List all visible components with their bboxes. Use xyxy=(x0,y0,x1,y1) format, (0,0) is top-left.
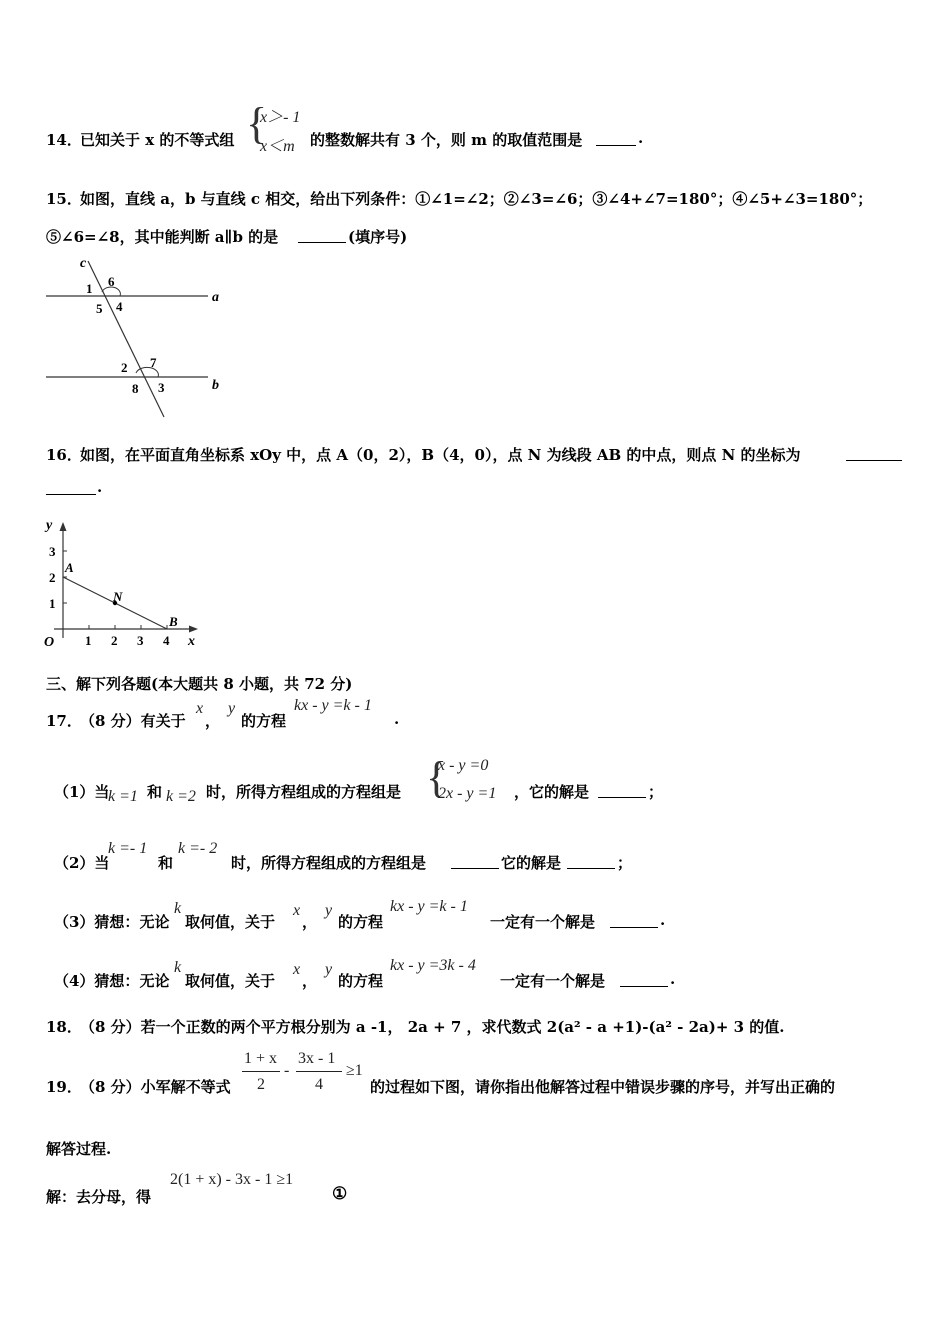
q17-part1-brace: { xyxy=(426,753,448,802)
q17-part4-y: y xyxy=(325,961,333,978)
y-tick-2: 2 xyxy=(49,570,56,585)
q17-part1-k2: k =2 xyxy=(166,788,196,805)
q17-part2-c: 它的解是 xyxy=(501,854,562,872)
q17-part2-k1: k =- 1 xyxy=(108,840,148,857)
q17-number: 17． xyxy=(46,712,82,730)
q17-part1-a: （1）当 xyxy=(54,783,110,801)
x-tick-4: 4 xyxy=(163,633,170,648)
q17-part4-d: 一定有一个解是 xyxy=(500,972,606,990)
q17-part3-comma: ， xyxy=(302,913,318,931)
q18-text: （8 分）若一个正数的两个平方根分别为 a -1， 2a + 7 ，求代数式 2(a² - a +1)-(a² - 2a)+ 3 的值. xyxy=(80,1018,785,1036)
q19-line-2: 解答过程. xyxy=(46,1140,112,1158)
q16-text: 如图，在平面直角坐标系 xOy 中，点 A（0，2），B（4，0），点 N 为线段 AB 的中点，则点 N 的坐标为 xyxy=(80,446,801,464)
label-c: c xyxy=(80,256,87,271)
q19-ge: ≥1 xyxy=(346,1062,363,1079)
label-a: a xyxy=(212,290,219,305)
q14-answer-blank[interactable] xyxy=(596,131,636,146)
q17-part2-a: （2）当 xyxy=(54,854,110,872)
q14-number: 14． xyxy=(46,131,82,149)
q17-part2-system-blank[interactable] xyxy=(451,854,499,869)
q17-part3-e: . xyxy=(660,911,666,929)
label-b: b xyxy=(212,378,219,393)
q19-solution-prefix: 解：去分母，得 xyxy=(46,1188,152,1206)
q17-prefix: （8 分）有关于 xyxy=(80,712,186,730)
q17-part4-comma: ， xyxy=(302,972,318,990)
label-O: O xyxy=(44,635,55,650)
x-tick-2: 2 xyxy=(111,633,118,648)
q15-number: 15． xyxy=(46,190,82,208)
angle-4: 4 xyxy=(116,299,123,314)
q17-part3-k: k xyxy=(174,900,182,917)
q17-equation: kx - y =k - 1 xyxy=(294,697,372,714)
q19-suffix: 的过程如下图，请你指出他解答过程中错误步骤的序号，并写出正确的 xyxy=(370,1078,836,1096)
q17-part3-b: 取何值，关于 xyxy=(185,913,276,931)
y-tick-3: 3 xyxy=(49,544,56,559)
x-tick-1: 1 xyxy=(85,633,92,648)
x-axis-arrow xyxy=(189,626,198,633)
q17-part4-e: . xyxy=(670,970,676,988)
q17-var-x: x xyxy=(196,700,204,717)
y-tick-1: 1 xyxy=(49,596,56,611)
q17-part1-d: ； xyxy=(648,783,664,801)
q17-part3-c: 的方程 xyxy=(338,913,384,931)
q15-line-2: ⑤∠6=∠8，其中能判断 a∥b 的是 xyxy=(46,228,279,246)
q17-part1-c: ，它的解是 xyxy=(514,783,590,801)
q17-part1-k1: k =1 xyxy=(108,788,138,805)
label-x: x xyxy=(188,634,195,649)
q19-fraction-2-numerator: 3x - 1 xyxy=(298,1050,336,1067)
q15-figure xyxy=(40,255,240,425)
label-B: B xyxy=(169,614,178,629)
q14-prefix: 已知关于 x 的不等式组 xyxy=(80,131,235,149)
line-c xyxy=(88,261,164,417)
q16-answer-blank-1[interactable] xyxy=(846,446,902,461)
q16-answer-blank-2[interactable] xyxy=(46,480,96,495)
q14-period: . xyxy=(638,129,644,147)
q17-comma: ， xyxy=(205,712,221,730)
q17-period: . xyxy=(394,710,400,728)
q17-part4-b: 取何值，关于 xyxy=(185,972,276,990)
q17-part3-equation: kx - y =k - 1 xyxy=(390,898,468,915)
q19-minus: - xyxy=(284,1062,290,1079)
q17-part2-answer-blank[interactable] xyxy=(567,854,615,869)
section-3-heading: 三、解下列各题(本大题共 8 小题，共 72 分) xyxy=(46,675,353,693)
q17-part3-y: y xyxy=(325,902,333,919)
q15-answer-blank[interactable] xyxy=(298,228,346,243)
q17-part3-a: （3）猜想：无论 xyxy=(54,913,170,931)
q17-part3-answer-blank[interactable] xyxy=(610,913,658,928)
q17-part1-and: 和 xyxy=(147,783,163,801)
q19-step-marker: ① xyxy=(332,1184,348,1204)
label-A: A xyxy=(65,560,74,575)
q14-inequality-1: x＞- 1 xyxy=(260,109,301,126)
q19-fraction-1-denominator: 2 xyxy=(257,1076,265,1093)
y-axis-arrow xyxy=(60,522,67,531)
q19-fraction-2-bar xyxy=(296,1071,342,1072)
q17-part4-k: k xyxy=(174,959,182,976)
q17-part2-d: ； xyxy=(617,854,633,872)
q17-part4-c: 的方程 xyxy=(338,972,384,990)
q17-part4-x: x xyxy=(293,961,301,978)
q17-part2-b: 时，所得方程组成的方程组是 xyxy=(231,854,427,872)
label-N: N xyxy=(113,589,123,604)
q18-number: 18． xyxy=(46,1018,82,1036)
q17-mid: 的方程 xyxy=(241,712,287,730)
q19-prefix: （8 分）小军解不等式 xyxy=(80,1078,231,1096)
x-tick-3: 3 xyxy=(137,633,144,648)
q19-fraction-2-denominator: 4 xyxy=(315,1076,323,1093)
q14-suffix: 的整数解共有 3 个，则 m 的取值范围是 xyxy=(310,131,583,149)
angle-3: 3 xyxy=(158,380,165,395)
q16-period: . xyxy=(97,478,103,496)
q14-system-brace: { xyxy=(246,99,268,148)
q14-inequality-2: x＜m xyxy=(260,138,295,155)
q17-part4-equation: kx - y =3k - 4 xyxy=(390,957,476,974)
q16-figure xyxy=(40,518,210,653)
angle-5: 5 xyxy=(96,301,103,316)
q17-part2-and: 和 xyxy=(158,854,174,872)
q17-part4-answer-blank[interactable] xyxy=(620,972,668,987)
q17-part4-a: （4）猜想：无论 xyxy=(54,972,170,990)
q19-fraction-1-numerator: 1 + x xyxy=(244,1050,278,1067)
q15-line-1: 如图，直线 a，b 与直线 c 相交，给出下列条件：①∠1=∠2；②∠3=∠6；③∠4+∠7=180°；④∠5+∠3=180°； xyxy=(80,190,873,208)
q17-part1-b: 时，所得方程组成的方程组是 xyxy=(206,783,402,801)
q15-line-2-tail: (填序号) xyxy=(348,228,408,246)
q16-number: 16． xyxy=(46,446,82,464)
angle-2: 2 xyxy=(121,360,128,375)
angle-7: 7 xyxy=(150,355,157,370)
q17-part3-d: 一定有一个解是 xyxy=(490,913,596,931)
q19-solution-equation: 2(1 + x) - 3x - 1 ≥1 xyxy=(170,1171,294,1188)
q19-number: 19． xyxy=(46,1078,82,1096)
q17-part1-answer-blank[interactable] xyxy=(598,783,646,798)
q17-part2-k2: k =- 2 xyxy=(178,840,218,857)
q17-part3-x: x xyxy=(293,902,301,919)
angle-8: 8 xyxy=(132,381,139,396)
q17-part1-sys-1: x - y =0 xyxy=(438,757,489,774)
q17-part1-sys-2: 2x - y =1 xyxy=(438,785,497,802)
q17-var-y: y xyxy=(228,700,236,717)
q19-fraction-1-bar xyxy=(242,1071,280,1072)
label-y: y xyxy=(46,518,53,533)
angle-1: 1 xyxy=(86,281,93,296)
angle-6: 6 xyxy=(108,274,115,289)
